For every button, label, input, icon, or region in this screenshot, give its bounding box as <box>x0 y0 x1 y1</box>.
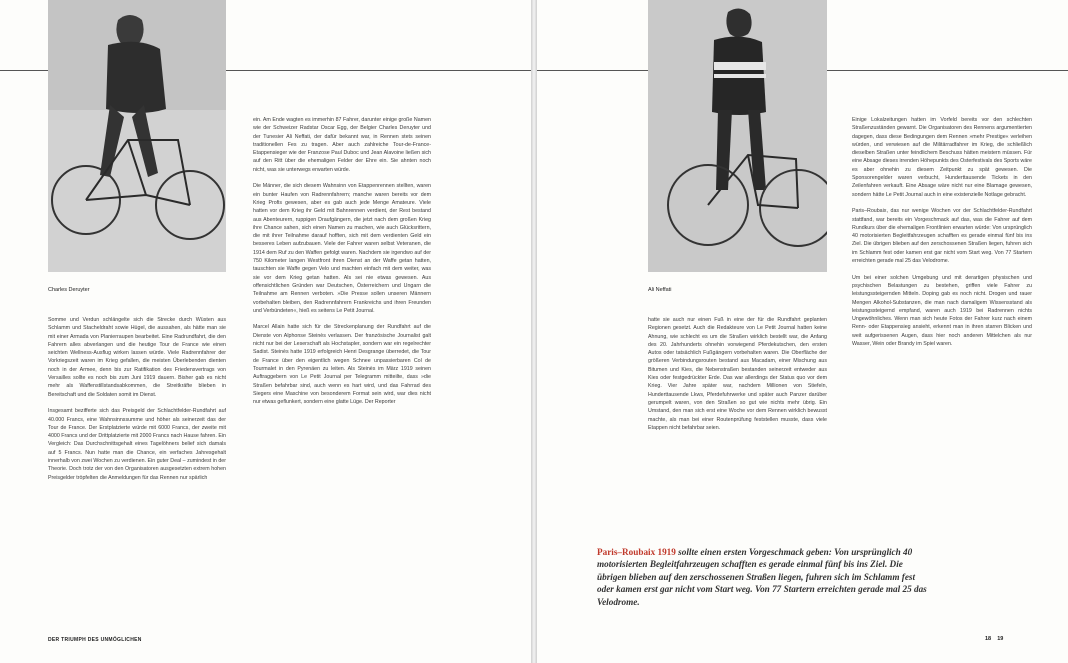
paragraph: Die Männer, die sich diesem Wahnsinn von Etappenrennen stellten, waren ein bunter Haufen von Radrennfahrern; manche waren bereits vor dem Krieg Profis gewesen, aber es gab auch jede Menge Amateure. Viele hatten vor dem Krieg ihr Geld mit Bahnrennen verdient, der Rest bestand aus Abenteurern, ruppigen Draufgängern, die jetzt nach dem großen Krieg ihre Chance sahen, sich einen Namen zu machen, wie auch Glücksrittern, die mit ihrer Teilnahme darauf hofften, sich mit dem verdienten Geld ein besseres Leben aufzubauen. Viele der Fahrer waren selbst Veteranen, die 1914 dem Ruf zu den Waffen gefolgt waren. Nachdem sie irgendwo auf der 750 Kilometer langen Westfront ihren Dienst an der Waffe getan hatten, tauschten sie Waffe gegen Velo und machten einfach mit dem weiter, was sie vor dem Krieg getan hatten. Als sei nie etwas gewesen. Aus offensichtlichen Gründen war Deutschen, Österreichern und Ungarn die Teilnahme am Rennen verboten. »Die Presse sollen unseren Männern vorbehalten bleiben, den Radrennfahrern Frankreichs und ihren Freunden und Verbündeten«, hieß es seitens Le Petit Journal. <box>253 183 431 314</box>
paragraph: ein. Am Ende wagten es immerhin 87 Fahrer, darunter einige große Namen wie der Schweizer Radstar Oscar Egg, der Belgier Charles Deruyter und der Tunesier Ali Neffati, der dafür bekannt war, in Rennen stets seinen traditionellen Fes zu tragen. Aber auch zahlreiche Tour-de-France-Etappensieger wie der Franzose Paul Duboc und Jean Alavoine ließen sich auf den Ritt über die ehemaligen Felder der Ehre ein. Sie ahnten noch nicht, was sie unterwegs erwarten würde. <box>253 117 431 173</box>
photo-caption: Ali Neffati <box>648 287 672 293</box>
top-rule-left <box>537 70 648 71</box>
paragraph: Einige Lokalzeitungen hatten im Vorfeld bereits vor den schlechten Straßenzuständen gewarnt. Die Organisatoren des Rennens argumentierten dagegen, dass diese Bedingungen dem Rennen »mehr Prestige« verleihen würden, und verwiesen auf die Militärradfahrer im Krieg, die schließlich dieselben Straßen unter feindlichem Beschuss hätten meistern müssen. Für eine Absage dieses irrenden Höhepunkts des Osterfestivals des Sports wäre es aber ohnehin zu diesem Zeitpunkt zu spät gewesen. Die Sponsorengelder waren verbucht, Hunderttausende Tickets in den Zeilenfahren verkauft. Eine Absage wäre nicht nur eine Blamage gewesen, sondern hätte Le Petit Journal auch in eine existenzielle Notlage gebracht. <box>852 117 1032 198</box>
paragraph: Insgesamt bezifferte sich das Preisgeld der Schlachtfelder-Rundfahrt auf 40.000 Francs, eine Wahnsinnssumme und höher als seinerzeit das der Tour de France. Der Erstplatzierte würde mit 6000 Francs, der zweite mit 4000 Francs und der Drittplatzierte mit 2000 Francs nach Hause fahren. Ein Vergleich: Das Durchschnittsgehalt eines Tagelöhners belief sich damals auf 5 Francs. Nun hatte man die Chance, ein verfaches Jahresgehalt innerhalb von zwei Wochen zu verdienen. Ein guter Deal – zumindest in der Theorie. Doch trotz der von den Organisatoren ausgesetzten extrem hohen Preisgelder tröpfelten die Anmeldungen für das Rennen nur spärlich <box>48 408 226 481</box>
right-page <box>537 0 1068 663</box>
top-rule-left <box>0 70 48 71</box>
paragraph: Somme und Verdun schlängelte sich die Strecke durch Wüsten aus Schlamm und Stacheldraht sowie Hügel, die aussahen, als hätte man sie mit einer Armada von Planierraupen bearbeitet. Eine Radrundfahrt, die den Fahrern alles abverlangen und die heutige Tour de France wie einen seichten Wellness-Ausflug wirken lassen würde. Viele Radrennfahrer der Vorkriegszeit waren im Krieg gefallen, die meisten Überlebenden dienten noch in der Armee, denn bis zur Ratifikation des Friedensvertrags von Versailles sollte es noch bis zum Juni 1919 dauern. Bisher gab es nicht mehr als Waffenstillstandsabkommen, die Streitkräfte blieben in Bereitschaft und die Soldaten somit im Dienst. <box>48 317 226 398</box>
photo-charles-deruyter <box>48 0 226 272</box>
pull-quote-lead: Paris–Roubaix 1919 <box>597 547 676 557</box>
text-column-2 <box>852 116 1032 357</box>
paragraph: Marcel Allain hatte sich für die Streckenplanung der Rundfahrt auf die Dienste von Alphonse Steinès verlassen. Der französische Journalist galt nicht nur bei der Leserschaft als Hochstapler, sondern war ein regelrechter Sadist. Steinès hatte 1919 erfolgreich Henri Desgrange überredet, die Tour de France über den eigentlich wegen Schnee unpassierbaren Col de Tourmalet in den Pyrenäen zu leiten. Als Steinès im März 1919 seinen Auftraggebern von Le Petit Journal per Telegramm mitteilte, dass »die Straßen befahrbar sind, auch wenn es hart wird, und das Fahrrad des Siegers eine Maschine von besonderem Format sein wird, war dies nicht nur etwas geflunkert, sondern eine glatte Lüge. Der Reporter <box>253 324 431 406</box>
running-footer: DER TRIUMPH DES UNMÖGLICHEN <box>48 637 142 643</box>
text-column-1 <box>48 316 226 490</box>
pull-quote-text: sollte einen ersten Vorgeschmack geben: Von ursprünglich 40 motorisierten Begleitfahrzeugen schafften es gerade einmal fünf bis ins Ziel. Die übrigen blieben auf den zerschossenen Straßen liegen, fuhren sich im Schlamm fest oder kamen erst gar nicht vom Start weg. Von 77 Startern erreichten gerade mal 25 das Velodrome. <box>597 547 927 607</box>
top-rule-right <box>827 70 1068 71</box>
paragraph: hatte sie auch nur einen Fuß in eine der für die Rundfahrt geplanten Regionen gesetzt. Auch die Redakteure von Le Petit Journal hatten keine Ahnung, wie schlecht es um die Straßen wirklich bestellt war, die Anfang des 20. Jahrhunderts ohnehin vorwiegend Pferdekutschen, den ersten Autos oder tatsächlich Fußgängern vorbehalten waren. Die Oberfläche der größeren Verbindungsrouten bestand aus Macadam, einer Mischung aus Bitumen und Kies, die Nebenstraßen bestanden seinerzeit entweder aus Kies oder festgedrückter Erde. Das war allerdings der Status quo vor dem Krieg. Vier Jahre später war, nachdem Millionen von Stiefeln, Hunderttausende Lkws, Pferdefuhrwerke und später auch Panzer darüber gerumpelt waren, von den Straßen so gut wie nichts mehr übrig. Ein Umstand, den man sich erst eine Woche vor dem Rennen wirklich bewusst machte, als man bei einer Routenprüfung feststellen musste, dass viele Etappen nicht befahrbar seien. <box>648 317 827 431</box>
text-column-1 <box>648 316 827 440</box>
photo-ali-neffati <box>648 0 827 272</box>
left-page <box>0 0 531 663</box>
text-column-2 <box>253 116 431 415</box>
photo-caption: Charles Deruyter <box>48 287 90 293</box>
paragraph: Um bei einer solchen Umgebung und mit derartigen physischen und psychischen Belastungen zu bestehen, griffen viele Fahrer zu leistungssteigernden Mitteln. Doping gab es noch nicht. Drogen und rauer Mengen Alkohol-Substanzen, die man nach damaligem Wissensstand als leistungssteigernd empfand, waren auch 1919 bei Radrennen nichts Ungewöhnliches. Wenn man sich heute Fotos der Fahrer kurz nach einem Renn- oder Etappensieg ansieht, erkennt man in ihren starren Blicken und weit aufgerissenen Augen, dass hier noch anderen Mittelchen als nur Wasser, Wein oder Brandy im Spiel waren. <box>852 274 1032 348</box>
page-numbers: 18 19 <box>985 636 1004 642</box>
pull-quote <box>597 546 927 608</box>
paragraph: Paris–Roubaix, das nur wenige Wochen vor der Schlachtfelder-Rundfahrt stattfand, war bereits ein Vorgeschmack auf das, was die Fahrer auf dem Rundkurs über die ehemaligen Frontlinien erwarten würde: Von ursprünglich 40 motorisierten Begleitfahrzeugen schafften es gerade einmal fünf bis ins Ziel. Die übrigen blieben auf den zerschossenen Straßen liegen, fuhren sich im Schlamm fest oder kamen erst gar nicht vom Start weg. Von 77 Startern erreichten gerade mal 25 das Velodrome. <box>852 208 1032 265</box>
top-rule-right <box>226 70 531 71</box>
